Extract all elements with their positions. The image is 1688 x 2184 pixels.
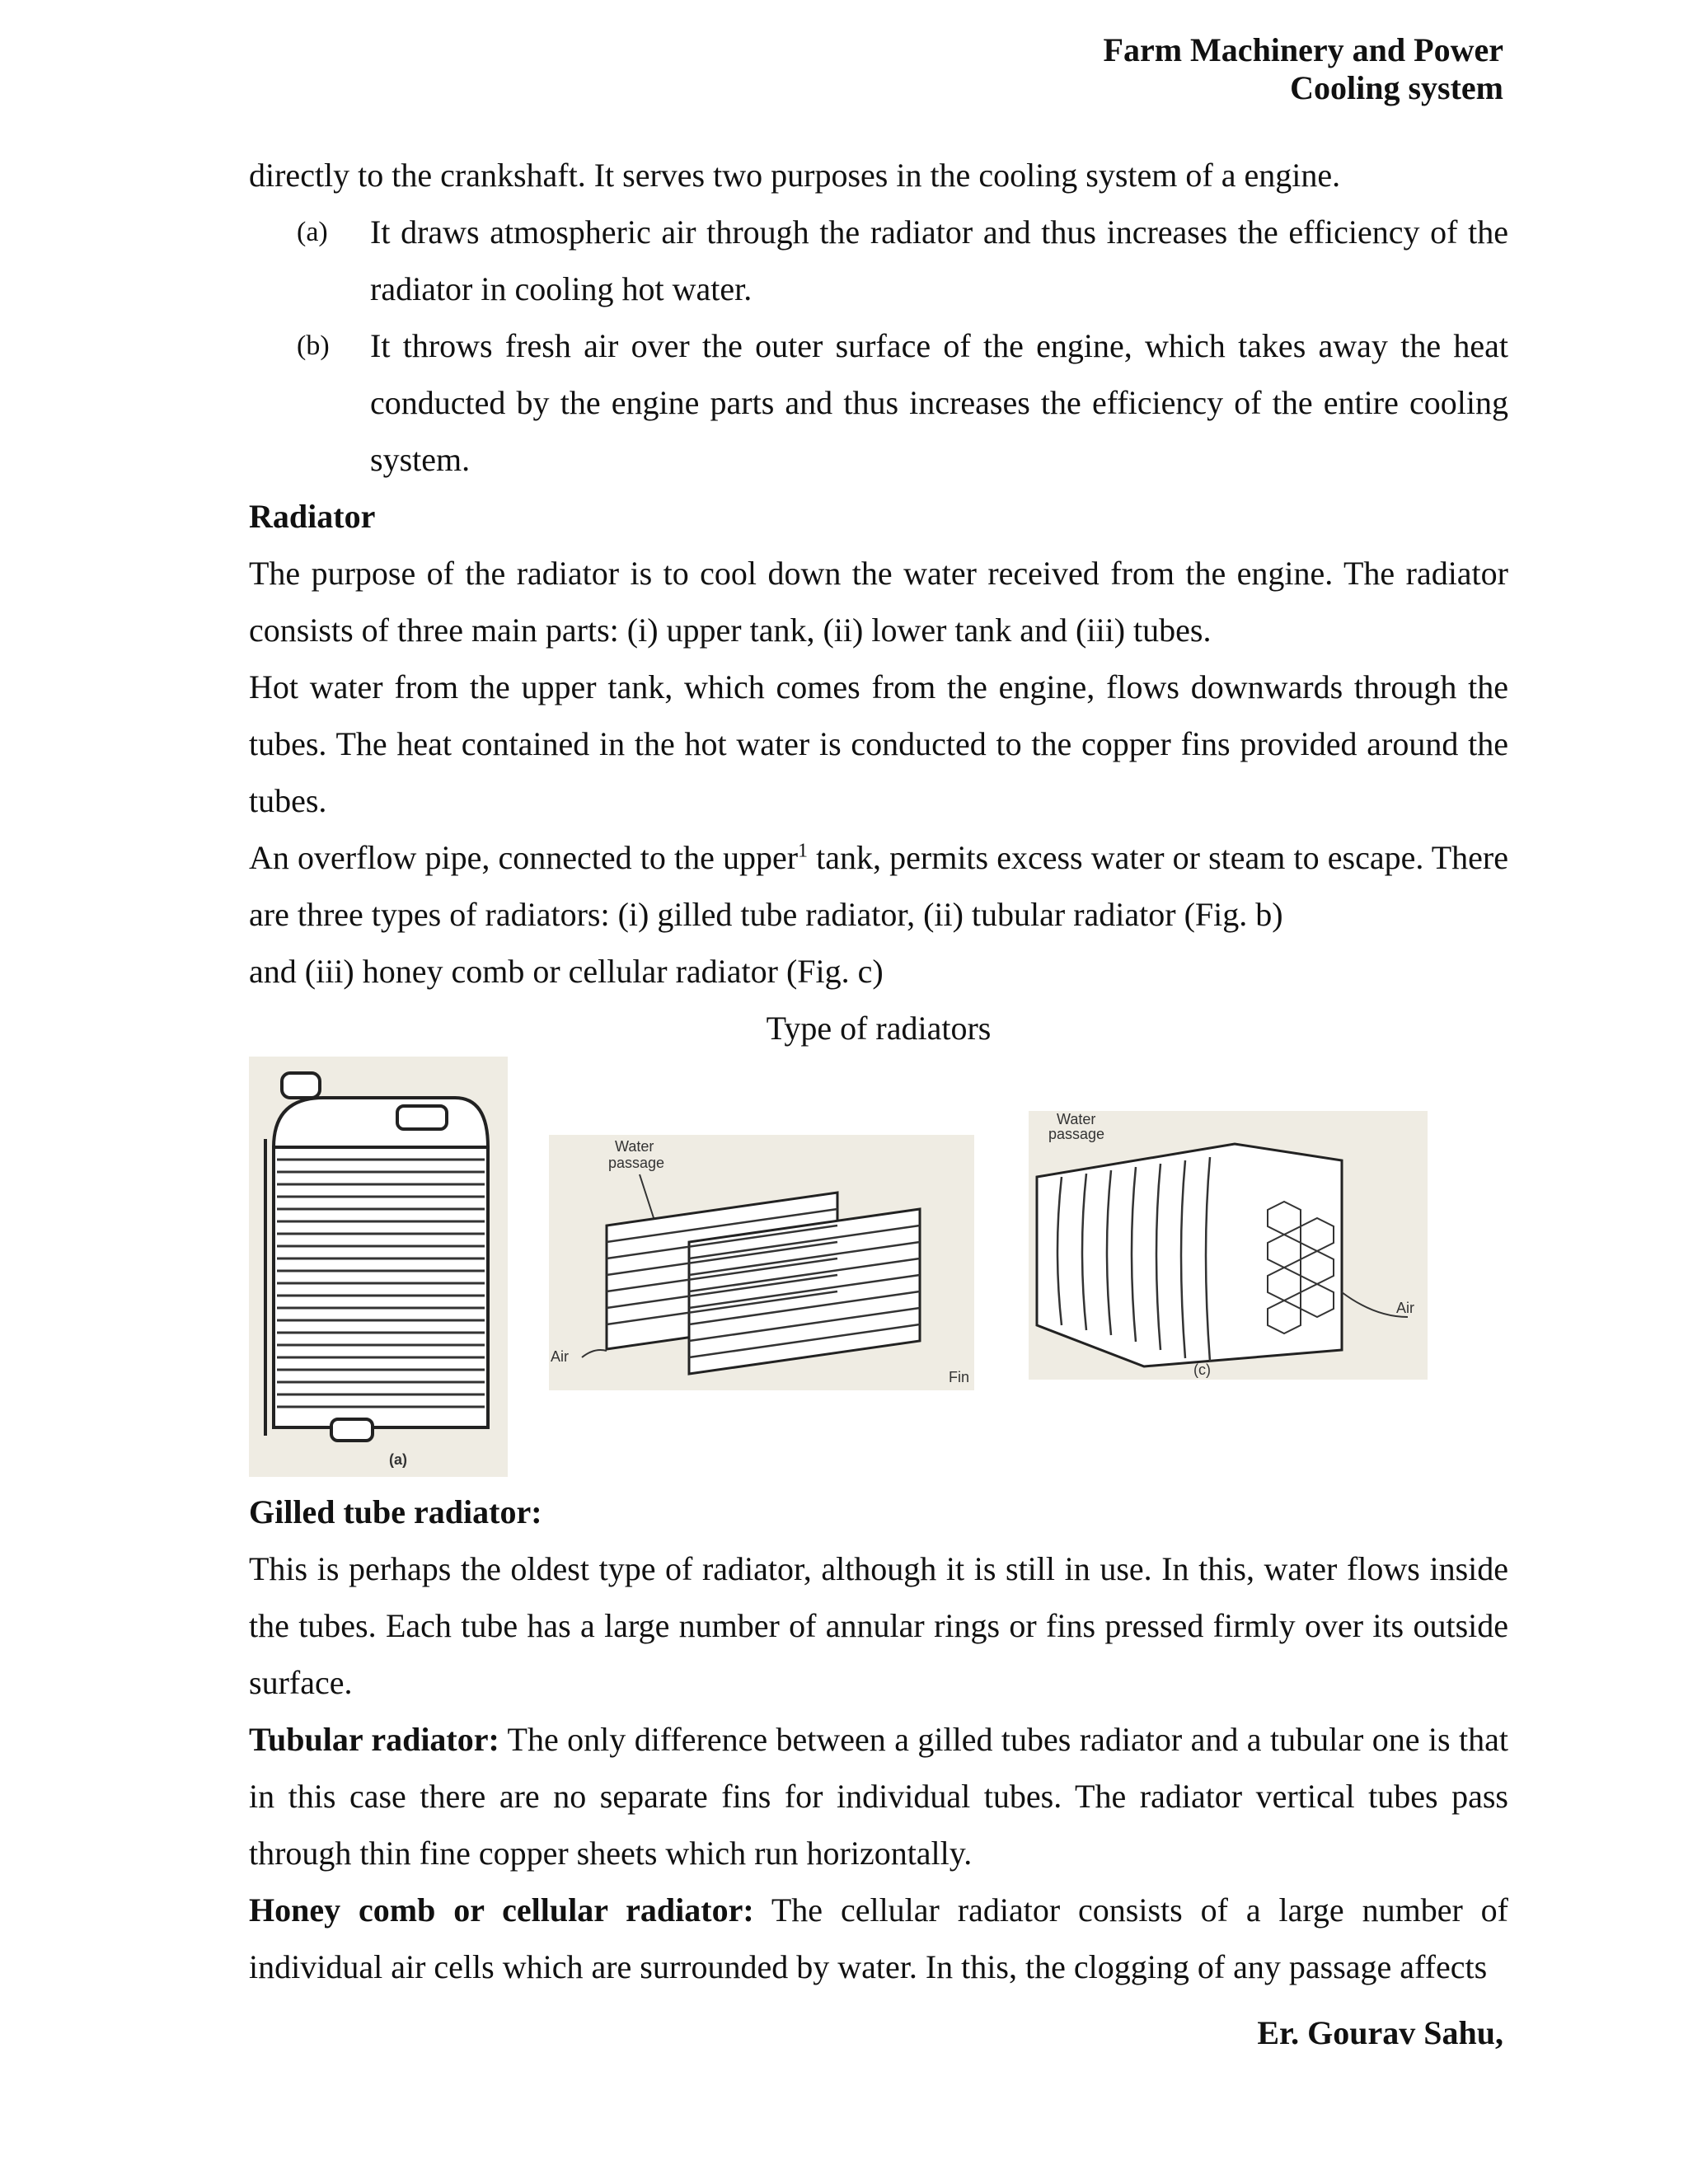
figure-b-fin-label: Fin xyxy=(949,1369,970,1385)
radiator-c-drawing xyxy=(1029,1111,1428,1380)
list-text: It draws atmospheric air through the radiator and thus increases the efficiency of the radiator in cooling hot water. xyxy=(370,213,1508,307)
figure-c-air-label: Air xyxy=(1396,1300,1414,1316)
figure-c-honeycomb-radiator xyxy=(1029,1111,1428,1380)
figure-b-air-label: Air xyxy=(551,1348,569,1365)
list-marker: (a) xyxy=(297,217,328,247)
radiator-heading: Radiator xyxy=(249,498,376,535)
page-header xyxy=(1104,31,1503,107)
course-title: Farm Machinery and Power xyxy=(1103,31,1503,68)
radiator-paragraph-4: and (iii) honey comb or cellular radiator (Fig. c) xyxy=(249,953,884,990)
radiator-paragraph-2: Hot water from the upper tank, which comes from the engine, flows downwards through the tubes. The heat contained in the hot water is conducted to the copper fins provided around the tubes. xyxy=(249,668,1508,819)
list-marker: (b) xyxy=(297,330,330,361)
figure-c-water-label: Water xyxy=(1057,1111,1096,1127)
figure-b-passage-label: passage xyxy=(608,1155,665,1171)
figure-c-label: (c) xyxy=(1193,1361,1211,1378)
honeycomb-text: The cellular radiator consists of a large number of individual air cells which are surrounded by water. In this, the clogging of any passage affects xyxy=(249,1891,1508,1985)
tubular-text: The only difference between a gilled tubes radiator and a tubular one is that in this case there are no separate fins for individual tubes. The radiator vertical tubes pass through thin fine copper sheets which run horizontally. xyxy=(249,1721,1508,1872)
gilled-heading: Gilled tube radiator: xyxy=(249,1493,542,1530)
figure-a-gilled-radiator xyxy=(249,1057,508,1477)
figure-a-label: (a) xyxy=(389,1451,407,1468)
page-footer-author: Er. Gourav Sahu, xyxy=(1257,2014,1503,2051)
honeycomb-heading: Honey comb or cellular radiator: xyxy=(249,1891,754,1929)
intro-paragraph: directly to the crankshaft. It serves two purposes in the cooling system of a engine. xyxy=(249,157,1341,194)
gilled-paragraph: This is perhaps the oldest type of radiator, although it is still in use. In this, water flows inside the tubes. Each tube has a large number of annular rings or fins pressed firmly over its outside surface. xyxy=(249,1550,1508,1701)
page-content xyxy=(249,147,1508,1995)
honeycomb-paragraph xyxy=(249,1882,1508,1995)
list-text: It throws fresh air over the outer surface of the engine, which takes away the heat conducted by the engine parts and thus increases the efficiency of the entire cooling system. xyxy=(370,327,1508,478)
figure-b-water-label: Water xyxy=(615,1138,654,1155)
text-run: tank, permits excess water or steam to escape. There are three types of radiators: (i) gilled tube radiator, (ii) tubular radiator (Fig. b) xyxy=(249,839,1508,933)
topic-title: Cooling system xyxy=(1290,69,1503,106)
purpose-item-b xyxy=(249,317,1508,488)
tubular-paragraph xyxy=(249,1711,1508,1882)
footnote-marker: 1 xyxy=(798,840,809,862)
purpose-item-a xyxy=(249,204,1508,317)
radiator-figures xyxy=(249,1057,1508,1483)
figure-c-passage-label: passage xyxy=(1048,1126,1105,1142)
figure-caption: Type of radiators xyxy=(766,1010,992,1047)
radiator-paragraph-3 xyxy=(249,829,1508,943)
radiator-b-drawing xyxy=(549,1135,974,1390)
radiator-a-drawing xyxy=(249,1057,508,1477)
figure-b-tubular-radiator xyxy=(549,1135,974,1390)
radiator-paragraph-1: The purpose of the radiator is to cool down the water received from the engine. The radiator consists of three main parts: (i) upper tank, (ii) lower tank and (iii) tubes. xyxy=(249,555,1508,649)
text-run: An overflow pipe, connected to the upper xyxy=(249,839,799,876)
tubular-heading: Tubular radiator: xyxy=(249,1721,499,1758)
